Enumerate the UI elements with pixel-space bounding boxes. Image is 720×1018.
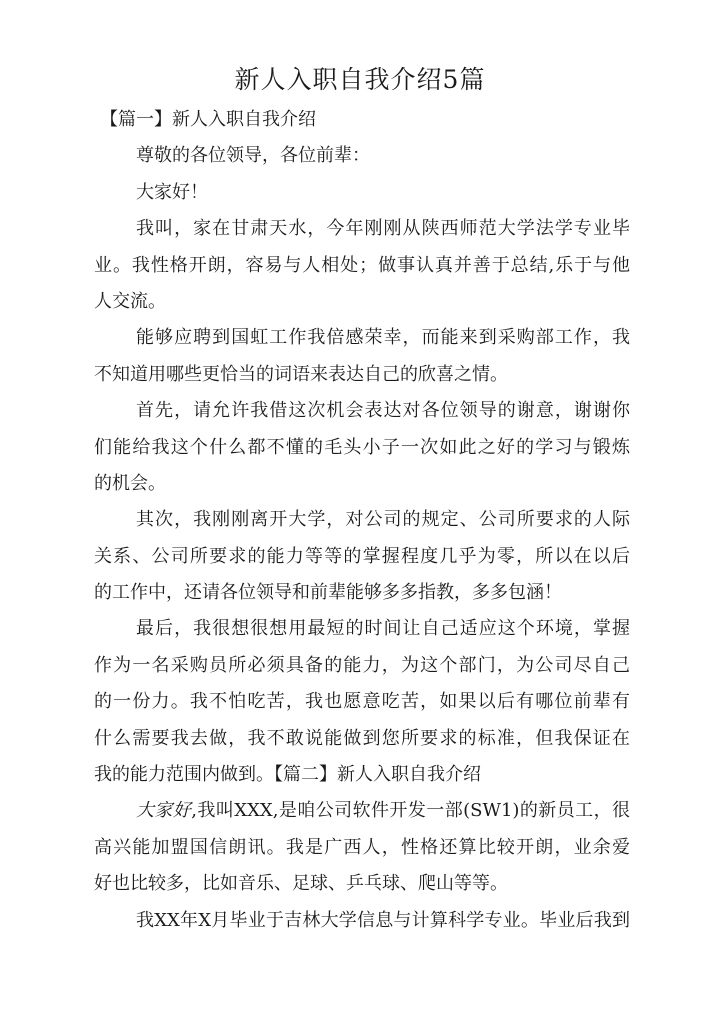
paragraph-line: 的工作中，还请各位领导和前辈能够多多指教，多多包涵！ — [94, 582, 562, 604]
paragraph-line: 人交流。 — [94, 290, 166, 312]
document-body — [94, 102, 630, 939]
paragraph-line: 什么需要我去做，我不敢说能做到您所要求的标准，但我保证在 — [94, 727, 630, 749]
paragraph-line: 的机会。 — [94, 472, 166, 494]
paragraph-line: 我叫，家在甘肃天水，今年刚刚从陕西师范大学法学专业毕 — [136, 218, 630, 240]
greeting-line: 大家好！ — [136, 181, 208, 203]
paragraph-line: 关系、公司所要求的能力等等的掌握程度几乎为零，所以在以后 — [94, 545, 630, 567]
paragraph-line: 能够应聘到国虹工作我倍感荣幸，而能来到采购部工作，我 — [136, 327, 630, 349]
paragraph-line: 好也比较多，比如音乐、足球、乒乓球、爬山等等。 — [94, 873, 508, 895]
italic-greeting: 大家好 — [136, 800, 192, 822]
paragraph-line: 们能给我这个什么都不懂的毛头小子一次如此之好的学习与锻炼 — [94, 436, 630, 458]
paragraph-line: 的一份力。我不怕吃苦，我也愿意吃苦，如果以后有哪位前辈有 — [94, 691, 630, 713]
paragraph-line: 最后，我很想很想用最短的时间让自己适应这个环境，掌握 — [136, 618, 630, 640]
paragraph-line: 不知道用哪些更恰当的词语来表达自己的欣喜之情。 — [94, 363, 508, 385]
paragraph-line: 首先，请允许我借这次机会表达对各位领导的谢意，谢谢你 — [136, 400, 630, 422]
paragraph-line: 作为一名采购员所必须具备的能力，为这个部门，为公司尽自己 — [94, 654, 630, 676]
paragraph-line — [94, 793, 630, 829]
paragraph-line: 其次，我刚刚离开大学，对公司的规定、公司所要求的人际 — [136, 509, 630, 531]
section-heading-1: 【篇一】新人入职自我介绍 — [100, 109, 316, 130]
paragraph-line-rest: ,我叫XXX,是咱公司软件开发一部(SW1)的新员工，很 — [191, 800, 630, 822]
paragraph-line: 高兴能加盟国信朗讯。我是广西人，性格还算比较开朗，业余爱 — [94, 836, 630, 858]
paragraph-line: 业。我性格开朗，容易与人相处；做事认真并善于总结,乐于与他 — [94, 254, 630, 276]
salutation-line: 尊敬的各位领导，各位前辈： — [136, 145, 370, 167]
document-title: 新人入职自我介绍5篇 — [234, 65, 486, 94]
paragraph-line: 我XX年X月毕业于吉林大学信息与计算科学专业。毕业后我到 — [136, 909, 630, 931]
paragraph-line-with-section-heading-2: 我的能力范围内做到。【篇二】新人入职自我介绍 — [94, 764, 481, 786]
